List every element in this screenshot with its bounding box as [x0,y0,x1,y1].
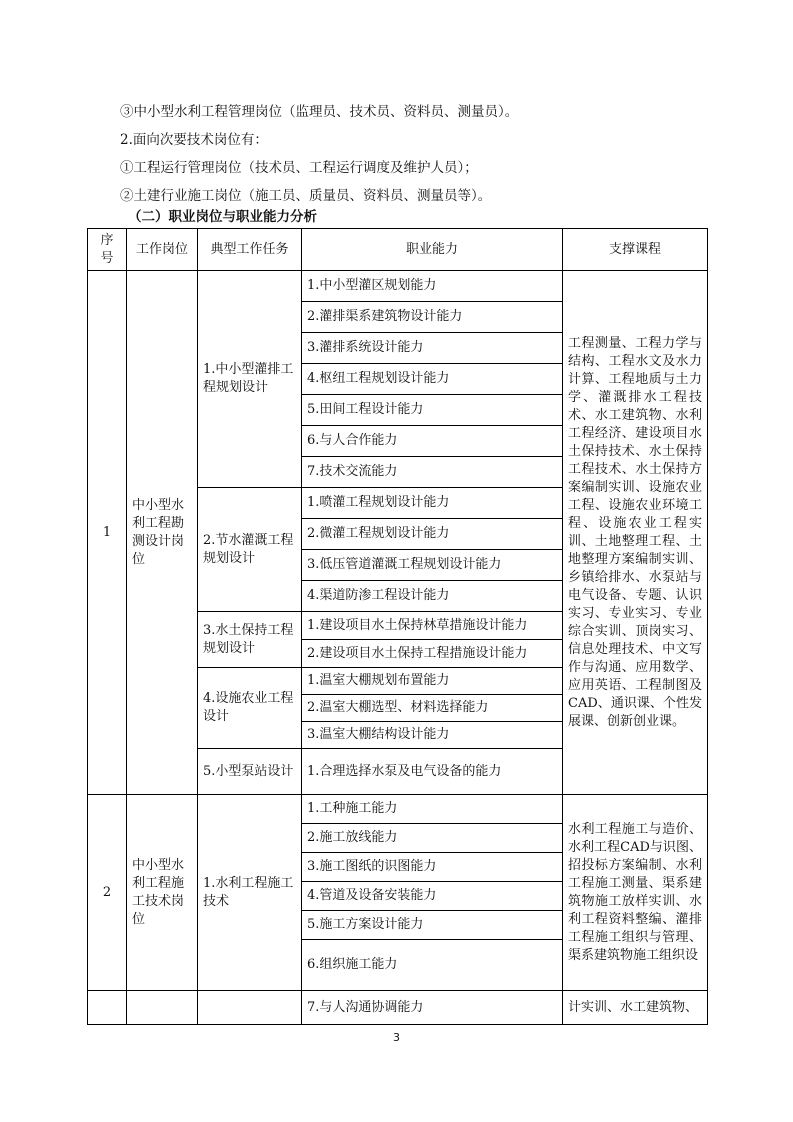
empty-cell [127,991,198,1025]
ability-cell: 1.中小型灌区规划能力 [302,271,563,302]
ability-cell: 3.温室大棚结构设计能力 [302,722,563,749]
empty-cell [88,991,127,1025]
ability-cell: 3.施工图纸的识图能力 [302,853,563,882]
table-row [88,991,708,1025]
ability-cell: 2.温室大棚选型、材料选择能力 [302,695,563,722]
ability-cell: 2.微灌工程规划设计能力 [302,519,563,550]
ability-cell: 7.技术交流能力 [302,457,563,488]
ability-cell: 3.灌排系统设计能力 [302,333,563,364]
ability-cell: 6.组织施工能力 [302,940,563,991]
ability-cell: 4.渠道防渗工程设计能力 [302,581,563,612]
group-1-task-2: 2.节水灌溉工程规划设计 [198,488,302,612]
job-ability-table [87,228,708,1025]
header-ability: 职业能力 [302,229,563,271]
ability-cell: 5.施工方案设计能力 [302,911,563,940]
ability-cell: 4.管道及设备安装能力 [302,882,563,911]
ability-cell: 1.建设项目水土保持林草措施设计能力 [302,612,563,640]
header-course: 支撑课程 [563,229,708,271]
ability-cell: 2.建设项目水土保持工程措施设计能力 [302,640,563,668]
intro-line-1: ③中小型水利工程管理岗位（监理员、技术员、资料员、测量员）。 [120,104,519,120]
ability-cell: 7.与人沟通协调能力 [302,991,563,1025]
intro-line-2: 2.面向次要技术岗位有： [120,132,268,148]
group-1-task-3: 3.水土保持工程规划设计 [198,612,302,668]
ability-cell: 3.低压管道灌溉工程规划设计能力 [302,550,563,581]
group-1-course: 工程测量、工程力学与结构、工程水文及水力计算、工程地质与土力学、灌溉排水工程技术、水工建筑物、水利工程经济、建设项目水土保持技术、水土保持工程技术、水土保持方案编制实训、设施农业工程、设施农业环境工程、设施农业工程实训、土地整理工程、土地整理方案编制实训、乡镇给排水、水泵站与电气设备、专题、认识实习、专业实习、专业综合实训、顶岗实习、信息处理技术、中文写作与沟通、应用数学、应用英语、工程制图及CAD、通识课、个性发展课、创新创业课。 [563,271,708,795]
group-1-task-4: 4.设施农业工程设计 [198,668,302,749]
ability-cell: 1.温室大棚规划布置能力 [302,668,563,695]
header-post: 工作岗位 [127,229,198,271]
ability-cell: 5.田间工程设计能力 [302,395,563,426]
group-1-task-5: 5.小型泵站设计 [198,749,302,795]
intro-line-4: ②土建行业施工岗位（施工员、质量员、资料员、测量员等）。 [120,188,492,204]
table-row [88,271,708,302]
group-2-course: 水利工程施工与造价、水利工程CAD与识图、招投标方案编制、水利工程施工测量、渠系建筑物施工放样实训、水利工程资料整编、灌排工程施工组织与管理、渠系建筑物施工组织设 [563,795,708,991]
group-2-seq: 2 [88,795,127,991]
ability-cell: 4.枢纽工程规划设计能力 [302,364,563,395]
ability-cell: 2.施工放线能力 [302,824,563,853]
page-number: 3 [393,1031,400,1044]
header-seq: 序号 [88,229,127,271]
ability-cell: 6.与人合作能力 [302,426,563,457]
header-task: 典型工作任务 [198,229,302,271]
ability-cell: 2.灌排渠系建筑物设计能力 [302,302,563,333]
intro-paragraphs [120,98,720,210]
group-1-post: 中小型水利工程勘测设计岗位 [127,271,198,795]
section-title: （二）职业岗位与职业能力分析 [128,209,317,225]
group-2-post: 中小型水利工程施工技术岗位 [127,795,198,991]
group-1-task-1: 1.中小型灌排工程规划设计 [198,271,302,488]
ability-cell: 1.工种施工能力 [302,795,563,824]
continuation-course: 计实训、水工建筑物、 [563,991,708,1025]
table-header-row [88,229,708,271]
intro-line-3: ①工程运行管理岗位（技术员、工程运行调度及维护人员）； [120,160,478,176]
table-row [88,795,708,824]
empty-cell [198,991,302,1025]
group-2-task-1: 1.水利工程施工技术 [198,795,302,991]
group-1-seq: 1 [88,271,127,795]
ability-cell: 1.喷灌工程规划设计能力 [302,488,563,519]
ability-cell: 1.合理选择水泵及电气设备的能力 [302,749,563,795]
